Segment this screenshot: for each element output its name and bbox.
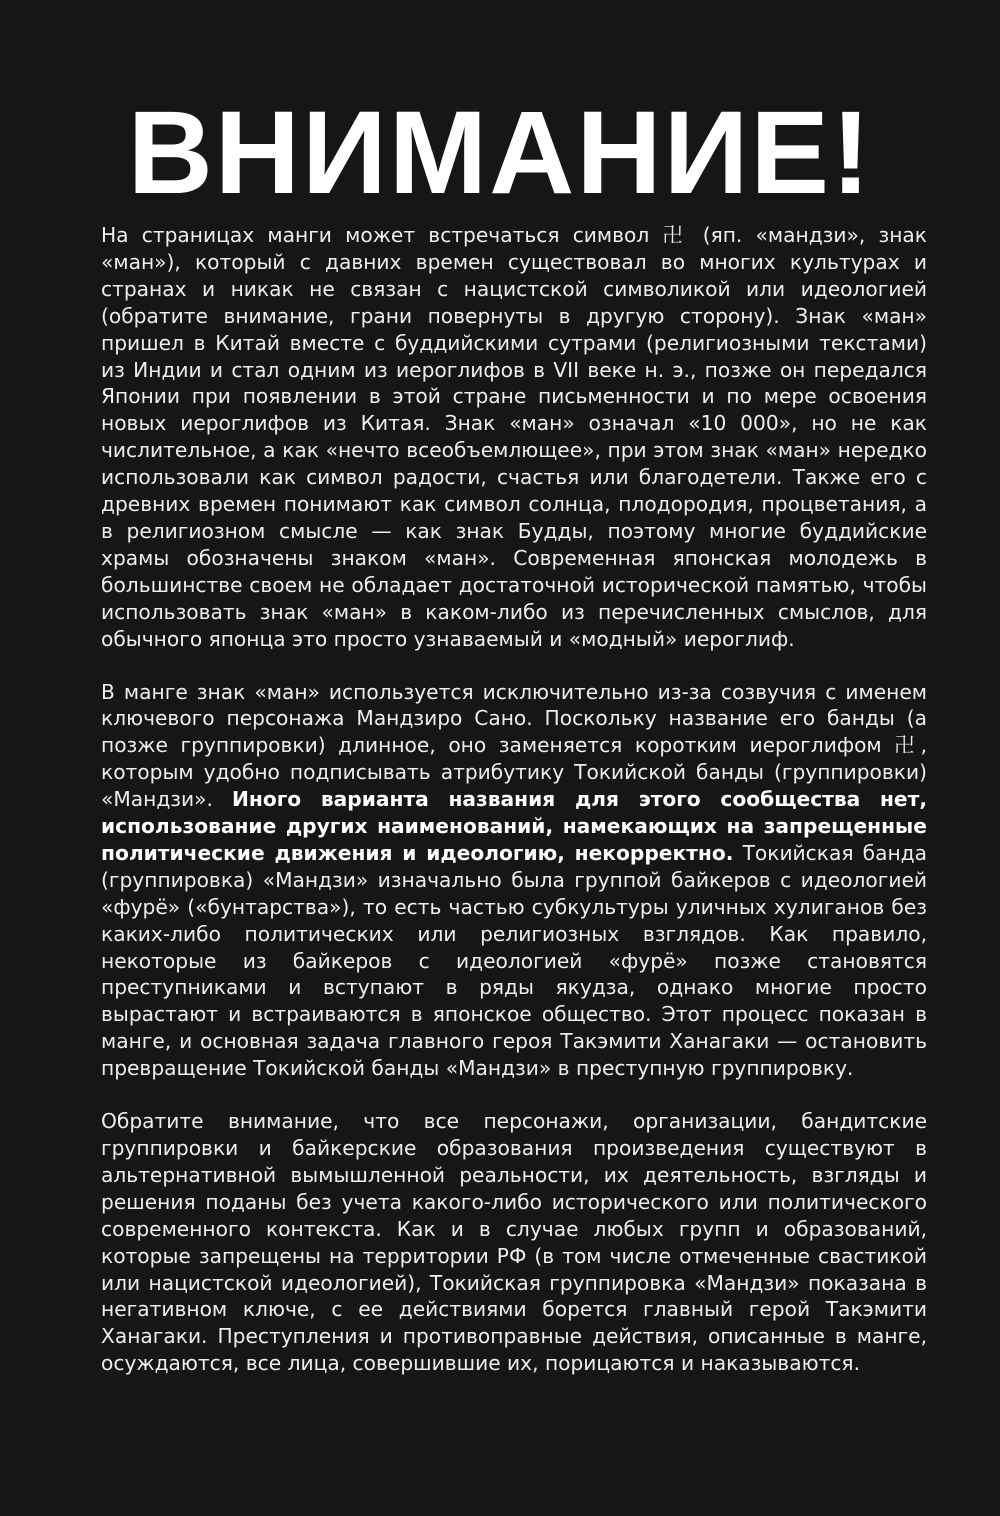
- page-title: ВНИМАНИЕ!: [127, 87, 873, 219]
- paragraph-2-start: В манге знак «ман» используется исключительно из-за созвучия с именем ключевого персонажа Мандзиро Сано. Поскольку название его банды (а позже группировки) длинное, оно заменяется коротким иероглифом 卍, которым удобно подписывать атрибутику Токийской банды (группировки) «Мандзи».: [101, 679, 927, 812]
- warning-text: [101, 222, 927, 1403]
- paragraph-2-bold-statement: Иного варианта названия для этого сообщества нет, использование других наименований, намекающих на запрещенные политические движения и идеологию, некорректно.: [101, 787, 927, 865]
- paragraph-2-end: Токийская банда (группировка) «Мандзи» изначально была группой байкеров с идеологией «фурё» («бунтарства»), то есть частью субкультуры уличных хулиганов без каких-либо политических или религиозных взглядов. Как правило, некоторые из байкеров с идеологией «фурё» позже становятся преступниками и вступают в ряды якудза, однако многие просто вырастают и встраиваются в японское общество. Этот процесс показан в манге, и основная задача главного героя Такэмити Ханагаки — остановить превращение Токийской банды «Мандзи» в преступную группировку.: [101, 840, 928, 1081]
- paragraph-manji-symbol: На страницах манги может встречаться символ 卍 (яп. «мандзи», знак «ман»), который с давних времен существовал во многих культурах и странах и никак не связан с нацистской символикой или идеологией (обратите внимание, грани повернуты в другую сторону). Знак «ман» пришел в Китай вместе с буддийскими сутрами (религиозными текстами) из Индии и стал одним из иероглифов в VII веке н. э., позже он передался Японии при появлении в этой стране письменности и по мере освоения новых иероглифов из Китая. Знак «ман» означал «10 000», но не как числительное, а как «нечто всеобъемлющее», при этом знак «ман» нередко использовали как символ радости, счастья или благодетели. Также его с древних времен понимают как символ солнца, плодородия, процветания, а в религиозном смысле — как знак Будды, поэтому многие буддийские храмы обозначены знаком «ман». Современная японская молодежь в большинстве своем не обладает достаточной исторической памятью, чтобы использовать знак «ман» в каком-либо из перечисленных смыслов, для обычного японца это просто узнаваемый и «модный» иероглиф.: [101, 223, 927, 651]
- paragraph-disclaimer: Обратите внимание, что все персонажи, организации, бандитские группировки и байкерские образования произведения существуют в альтернативной вымышленной реальности, их деятельность, взгляды и решения поданы без учета какого-либо исторического или политического современного контекста. Как и в случае любых групп и образований, которые запрещены на территории РФ (в том числе отмеченные свастикой или нацистской идеологией), Токийская группировка «Мандзи» показана в негативном ключе, с ее действиями борется главный герой Такэмити Ханагаки. Преступления и противоправные действия, описанные в манге, осуждаются, все лица, совершившие их, порицаются и наказываются.: [101, 1109, 927, 1376]
- paragraph-manji-gang: [101, 679, 927, 1083]
